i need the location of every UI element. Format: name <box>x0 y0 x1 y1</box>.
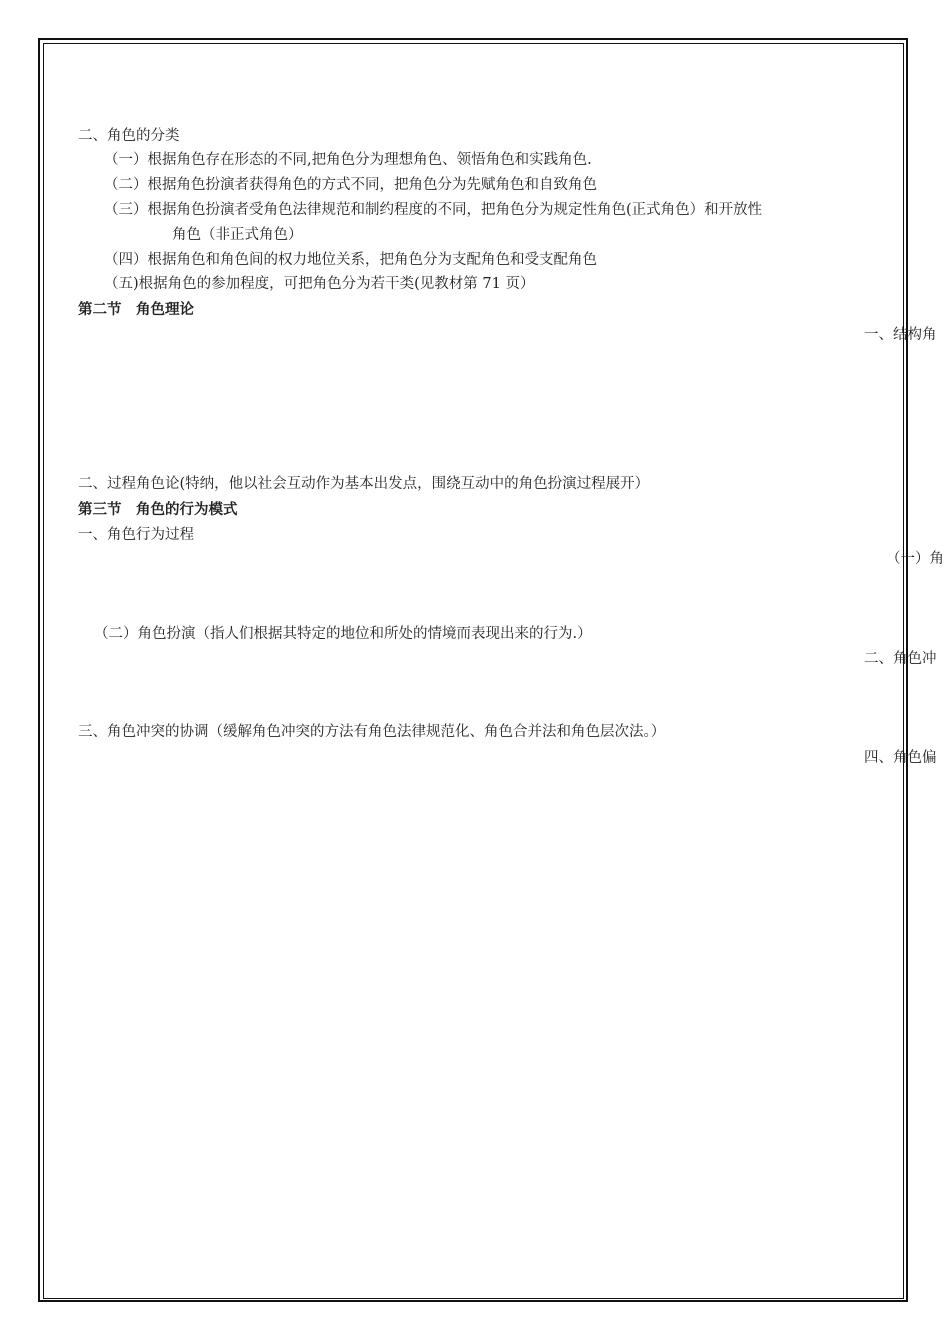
list-item-3-cont: 角色（非正式角色） <box>172 227 303 243</box>
list-item-5: （五)根据角色的参加程度，可把角色分为若干类(见教材第 71 页） <box>104 276 535 292</box>
list-item-2: （二）根据角色扮演者获得角色的方式不同，把角色分为先赋角色和自致角色 <box>104 177 597 193</box>
role-conflict-heading: 二、角色冲 <box>864 651 937 667</box>
subitem-1-cut: （一）角 <box>886 551 944 567</box>
role-deviation-heading: 四、角色偏 <box>864 750 937 766</box>
role-behavior-process: 一、角色行为过程 <box>78 527 194 543</box>
list-item-4: （四）根据角色和角色间的权力地位关系，把角色分为支配角色和受支配角色 <box>104 252 597 268</box>
section-2-heading: 第二节 角色理论 <box>78 302 194 318</box>
list-item-3: （三）根据角色扮演者受角色法律规范和制约程度的不同，把角色分为规定性角色(正式角色）和开放性 <box>104 202 763 218</box>
list-item-1: （一）根据角色存在形态的不同,把角色分为理想角色、领悟角色和实践角色. <box>104 152 592 168</box>
role-conflict-coordination: 三、角色冲突的协调（缓解角色冲突的方法有角色法律规范化、角色合并法和角色层次法。） <box>78 724 666 740</box>
section-3-heading: 第三节 角色的行为模式 <box>78 502 238 518</box>
heading-role-classification: 二、角色的分类 <box>78 128 180 144</box>
process-role-theory: 二、过程角色论(特纳，他以社会互动作为基本出发点，围绕互动中的角色扮演过程展开） <box>78 476 650 492</box>
role-playing: （二）角色扮演（指人们根据其特定的地位和所处的情境而表现出来的行为.） <box>94 626 592 642</box>
structural-role-heading: 一、结构角 <box>864 327 937 343</box>
